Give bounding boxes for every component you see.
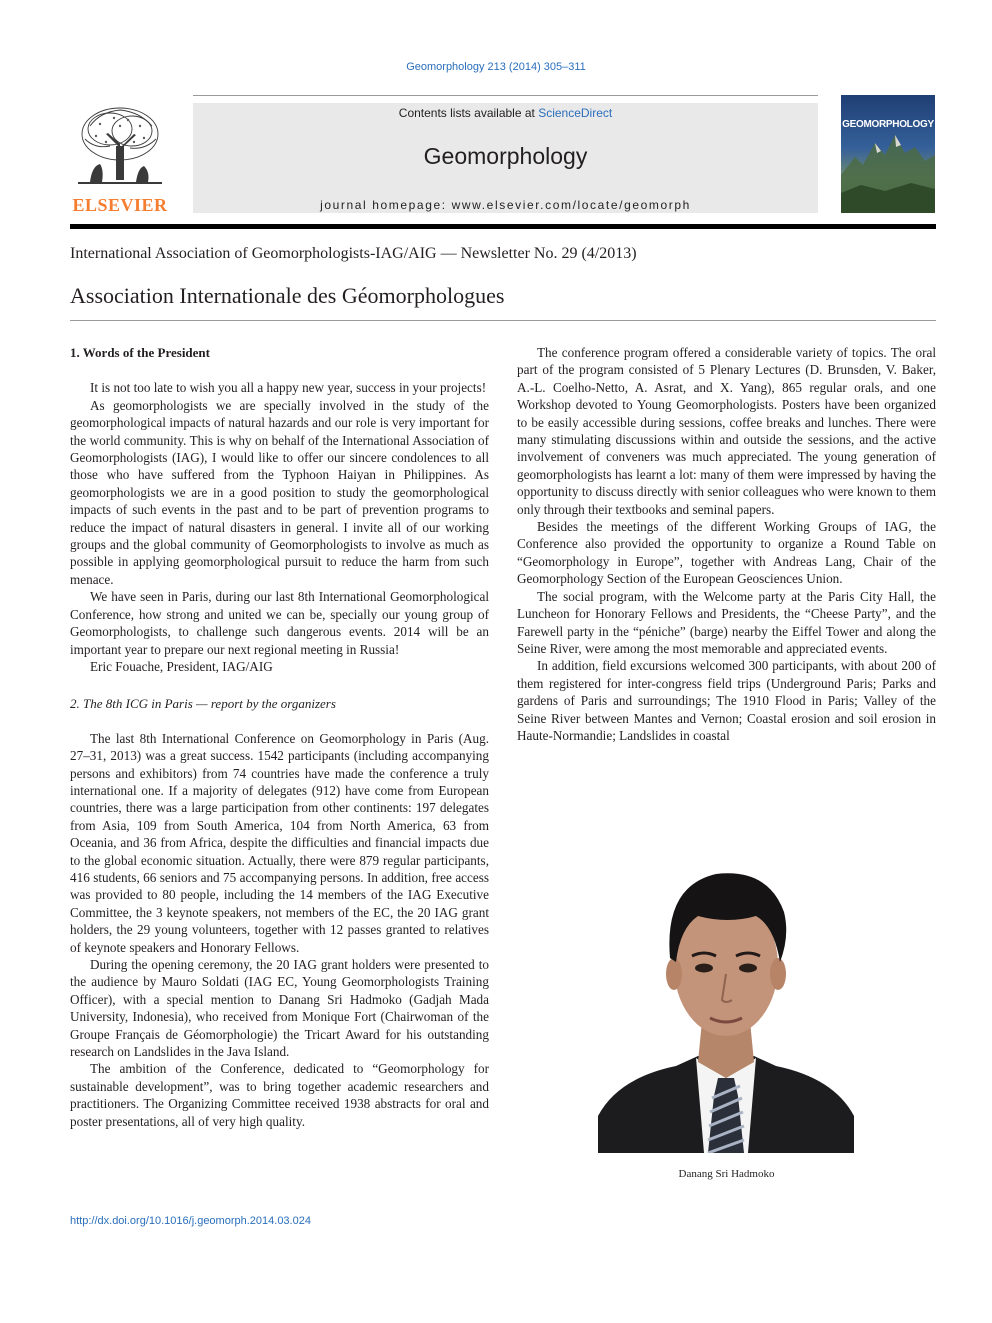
paragraph: During the opening ceremony, the 20 IAG grant holders were presented to the audience by Mauro Soldati (IAG EC, Young Geomorphologists Training Officer), with a special mention to Danang Sri Hadmoko (Gadjah Mada University, Indonesia), who received from Monique Fort (Chairwoman of the Groupe Français de Géomorphologie) the Tricart Award for his outstanding research on Landslides in the Java Island. bbox=[70, 957, 489, 1060]
section-heading-icg: 2. The 8th ICG in Paris — report by the organizers bbox=[70, 696, 336, 712]
journal-name: Geomorphology bbox=[423, 143, 588, 169]
paragraph: As geomorphologists we are specially involved in the study of the geomorphological impacts of natural hazards and our role is very important for the world community. This is why on behalf of the International Association of Geomorphologists (IAG), I would like to offer our sincere condolences to all those who have suffered from the Typhoon Haiyan in Philippines. As geomorphologists we are in a good position to study the geomorphological impacts of such events in the past and to be part of prevention programs to reduce the impact of natural disasters in general. I invite all of our working groups and the global community of Geomorphologists to involve as much as possible in applying geomorphological pursuit to reduce the harm from such menace. bbox=[70, 397, 489, 587]
paragraph: The conference program offered a considerable variety of topics. The oral part of the program consisted of 5 Plenary Lectures (D. Brunsden, V. Baker, A.-L. Coelho-Netto, A. Asrat, and X. Yang), 865 regular orals, and one Workshop devoted to Young Geomorphologists. Posters have been organized to be easily accessible during sessions, coffee breaks and lunches. There were many stimulating discussions within and outside the sessions, and the active involvement of conveners was much appreciated. The young generation of geomorphologists has learnt a lot: many of them were impressed by having the opportunity to discuss directly with senior colleagues who were known to them only through their textbooks and seminal papers. bbox=[517, 345, 936, 517]
right-column bbox=[517, 344, 936, 744]
newsletter-line: International Association of Geomorphologists-IAG/AIG — Newsletter No. 29 (4/2013) bbox=[70, 245, 637, 262]
sciencedirect-link[interactable]: ScienceDirect bbox=[538, 106, 613, 120]
paragraph: The ambition of the Conference, dedicated to “Geomorphology for sustainable development”, was to bring together academic researchers and practitioners. The Organizing Committee received 1938 abstracts for oral and poster presentations, all of very high quality. bbox=[70, 1061, 489, 1129]
mountain-icon bbox=[841, 95, 935, 213]
journal-cover-image bbox=[841, 95, 935, 213]
paragraph: In addition, field excursions welcomed 300 participants, with about 200 of them registered for inter-congress field trips (Underground Paris; Parks and gardens of Paris and surroundings; The 1910 Flood in Paris; Valley of the Seine River between Mantes and Vernon; Coastal erosion and soil erosion in Haute-Normandie; Landslides in coastal bbox=[517, 658, 936, 743]
left-column bbox=[70, 344, 489, 1130]
journal-citation[interactable]: Geomorphology 213 (2014) 305–311 bbox=[406, 61, 586, 73]
paragraph: The last 8th International Conference on Geomorphology in Paris (Aug. 27–31, 2013) was a great success. 1542 participants (including accompanying persons and exhibitors) from 74 countries have made the conference a truly international one. If a majority of delegates (912) have come from European countries, there was a large participation from other continents: 197 delegates from Asia, 109 from South America, 104 from North America, 63 from Oceania, and 36 from Africa, despite the difficulties and financial impacts due to the global economic situation. Actually, there were 879 regular participants, 416 students, 66 seniors and 75 accompanying persons. In addition, free access was provided to 80 people, including the 14 members of the IAG Executive Committee, the 3 keynote speakers, not members of the EC, the 20 IAG grant holders, the 29 young volunteers, together with 12 passes granted to relatives of keynote speakers and Honorary Fellows. bbox=[70, 730, 489, 955]
section-heading-president: 1. Words of the President bbox=[70, 345, 210, 360]
president-signature: Eric Fouache, President, IAG/AIG bbox=[90, 658, 273, 674]
paragraph: It is not too late to wish you all a happy new year, success in your projects! bbox=[90, 380, 487, 396]
paragraph: We have seen in Paris, during our last 8th International Geomorphological Conference, how strong and united we can be, specially our young group of Geomorphologists, to challenge such dangerous events. 2014 will be an important year to prepare our next regional meeting in Russia! bbox=[70, 589, 489, 657]
elsevier-tree-icon bbox=[70, 104, 170, 196]
paragraph: Besides the meetings of the different Working Groups of IAG, the Conference also provided the opportunity to organize a Round Table on “Geomorphology in Europe”, together with Andreas Lang, Chair of the Geomorphology Section of the European Geosciences Union. bbox=[517, 519, 936, 587]
paragraph: The social program, with the Welcome party at the Paris City Hall, the Luncheon for Honorary Fellows and Presidents, the “Cheese Party”, and the Farewell party in the “péniche” (barge) nearby the Eiffel Tower and along the Seine River, were among the most memorable and appreciated events. bbox=[517, 588, 936, 656]
contents-line bbox=[193, 106, 818, 120]
contents-prefix: Contents lists available at bbox=[398, 106, 539, 120]
elsevier-logo bbox=[70, 104, 170, 216]
photo-caption: Danang Sri Hadmoko bbox=[678, 1168, 775, 1180]
header-rule bbox=[70, 224, 936, 229]
title-rule bbox=[70, 320, 936, 321]
journal-homepage[interactable]: journal homepage: www.elsevier.com/locate/geomorph bbox=[320, 198, 691, 212]
person-portrait-icon bbox=[598, 816, 854, 1153]
doi-link[interactable]: http://dx.doi.org/10.1016/j.geomorph.2014.03.024 bbox=[70, 1215, 311, 1227]
portrait-photo bbox=[598, 816, 854, 1153]
cover-title: GEOMORPHOLOGY bbox=[842, 119, 934, 130]
journal-masthead bbox=[193, 103, 818, 213]
article-title: Association Internationale des Géomorphologues bbox=[70, 283, 505, 308]
masthead-rule bbox=[193, 95, 818, 96]
elsevier-wordmark: ELSEVIER bbox=[72, 195, 168, 215]
